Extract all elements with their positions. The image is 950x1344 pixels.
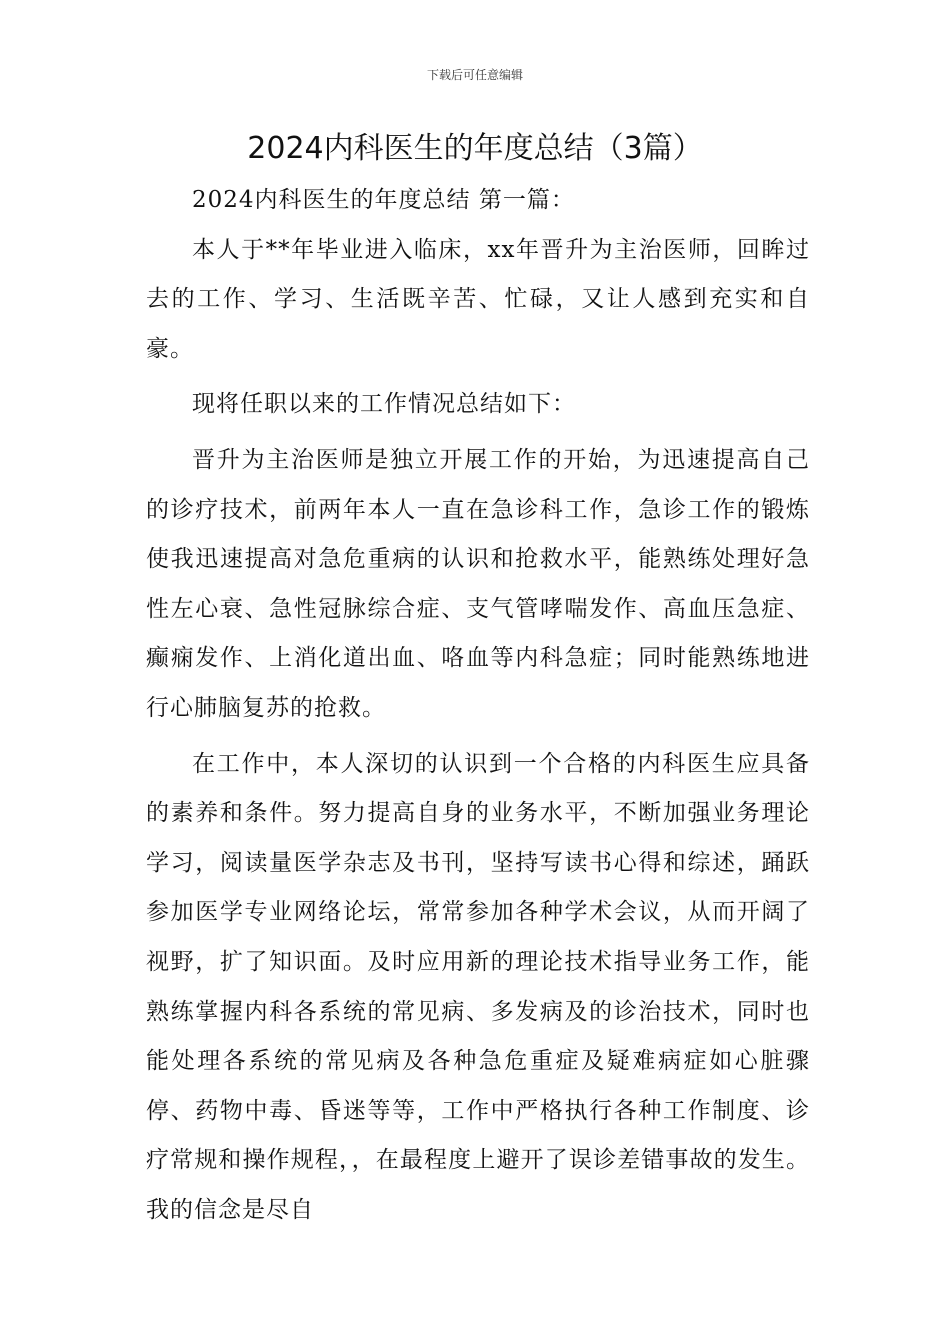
paragraph-emergency-work: 晋升为主治医师是独立开展工作的开始，为迅速提高自己的诊疗技术，前两年本人一直在急诊科工作，急诊工作的锻炼使我迅速提高对急危重病的认识和抢救水平，能熟练处理好急性左心衰、急性冠脉综合症、支气管哮喘发作、高血压急症、癫痫发作、上消化道出血、咯血等内科急症；同时能熟练地进行心肺脑复苏的抢救。 (146, 446, 810, 721)
paragraph-summary-lead: 现将任职以来的工作情况总结如下： (192, 391, 576, 418)
paragraph-professional-development: 在工作中，本人深切的认识到一个合格的内科医生应具备的素养和条件。努力提高自身的业务水平，不断加强业务理论学习，阅读量医学杂志及书刊，坚持写读书心得和综述，踊跃参加医学专业网络论坛，常常参加各种学术会议，从而开阔了视野，扩了知识面。及时应用新的理论技术指导业务工作，能熟练掌握内科各系统的常见病、多发病及的诊治技术，同时也能处理各系统的常见病及各种急危重症及疑难病症如心脏骤停、药物中毒、昏迷等等，工作中严格执行各种工作制度、诊疗常规和操作规程，，在最程度上避开了误诊差错事故的发生。我的信念是尽自 (146, 750, 810, 1223)
document-title: 2024内科医生的年度总结（3篇） (247, 131, 703, 166)
header-note: 下载后可任意编辑 (426, 68, 523, 82)
section-heading: 2024内科医生的年度总结 第一篇： (192, 187, 575, 213)
paragraph-intro: 本人于**年毕业进入临床，xx年晋升为主治医师，回眸过去的工作、学习、生活既辛苦、忙碌，又让人感到充实和自豪。 (146, 236, 810, 362)
document-body (146, 176, 810, 1235)
